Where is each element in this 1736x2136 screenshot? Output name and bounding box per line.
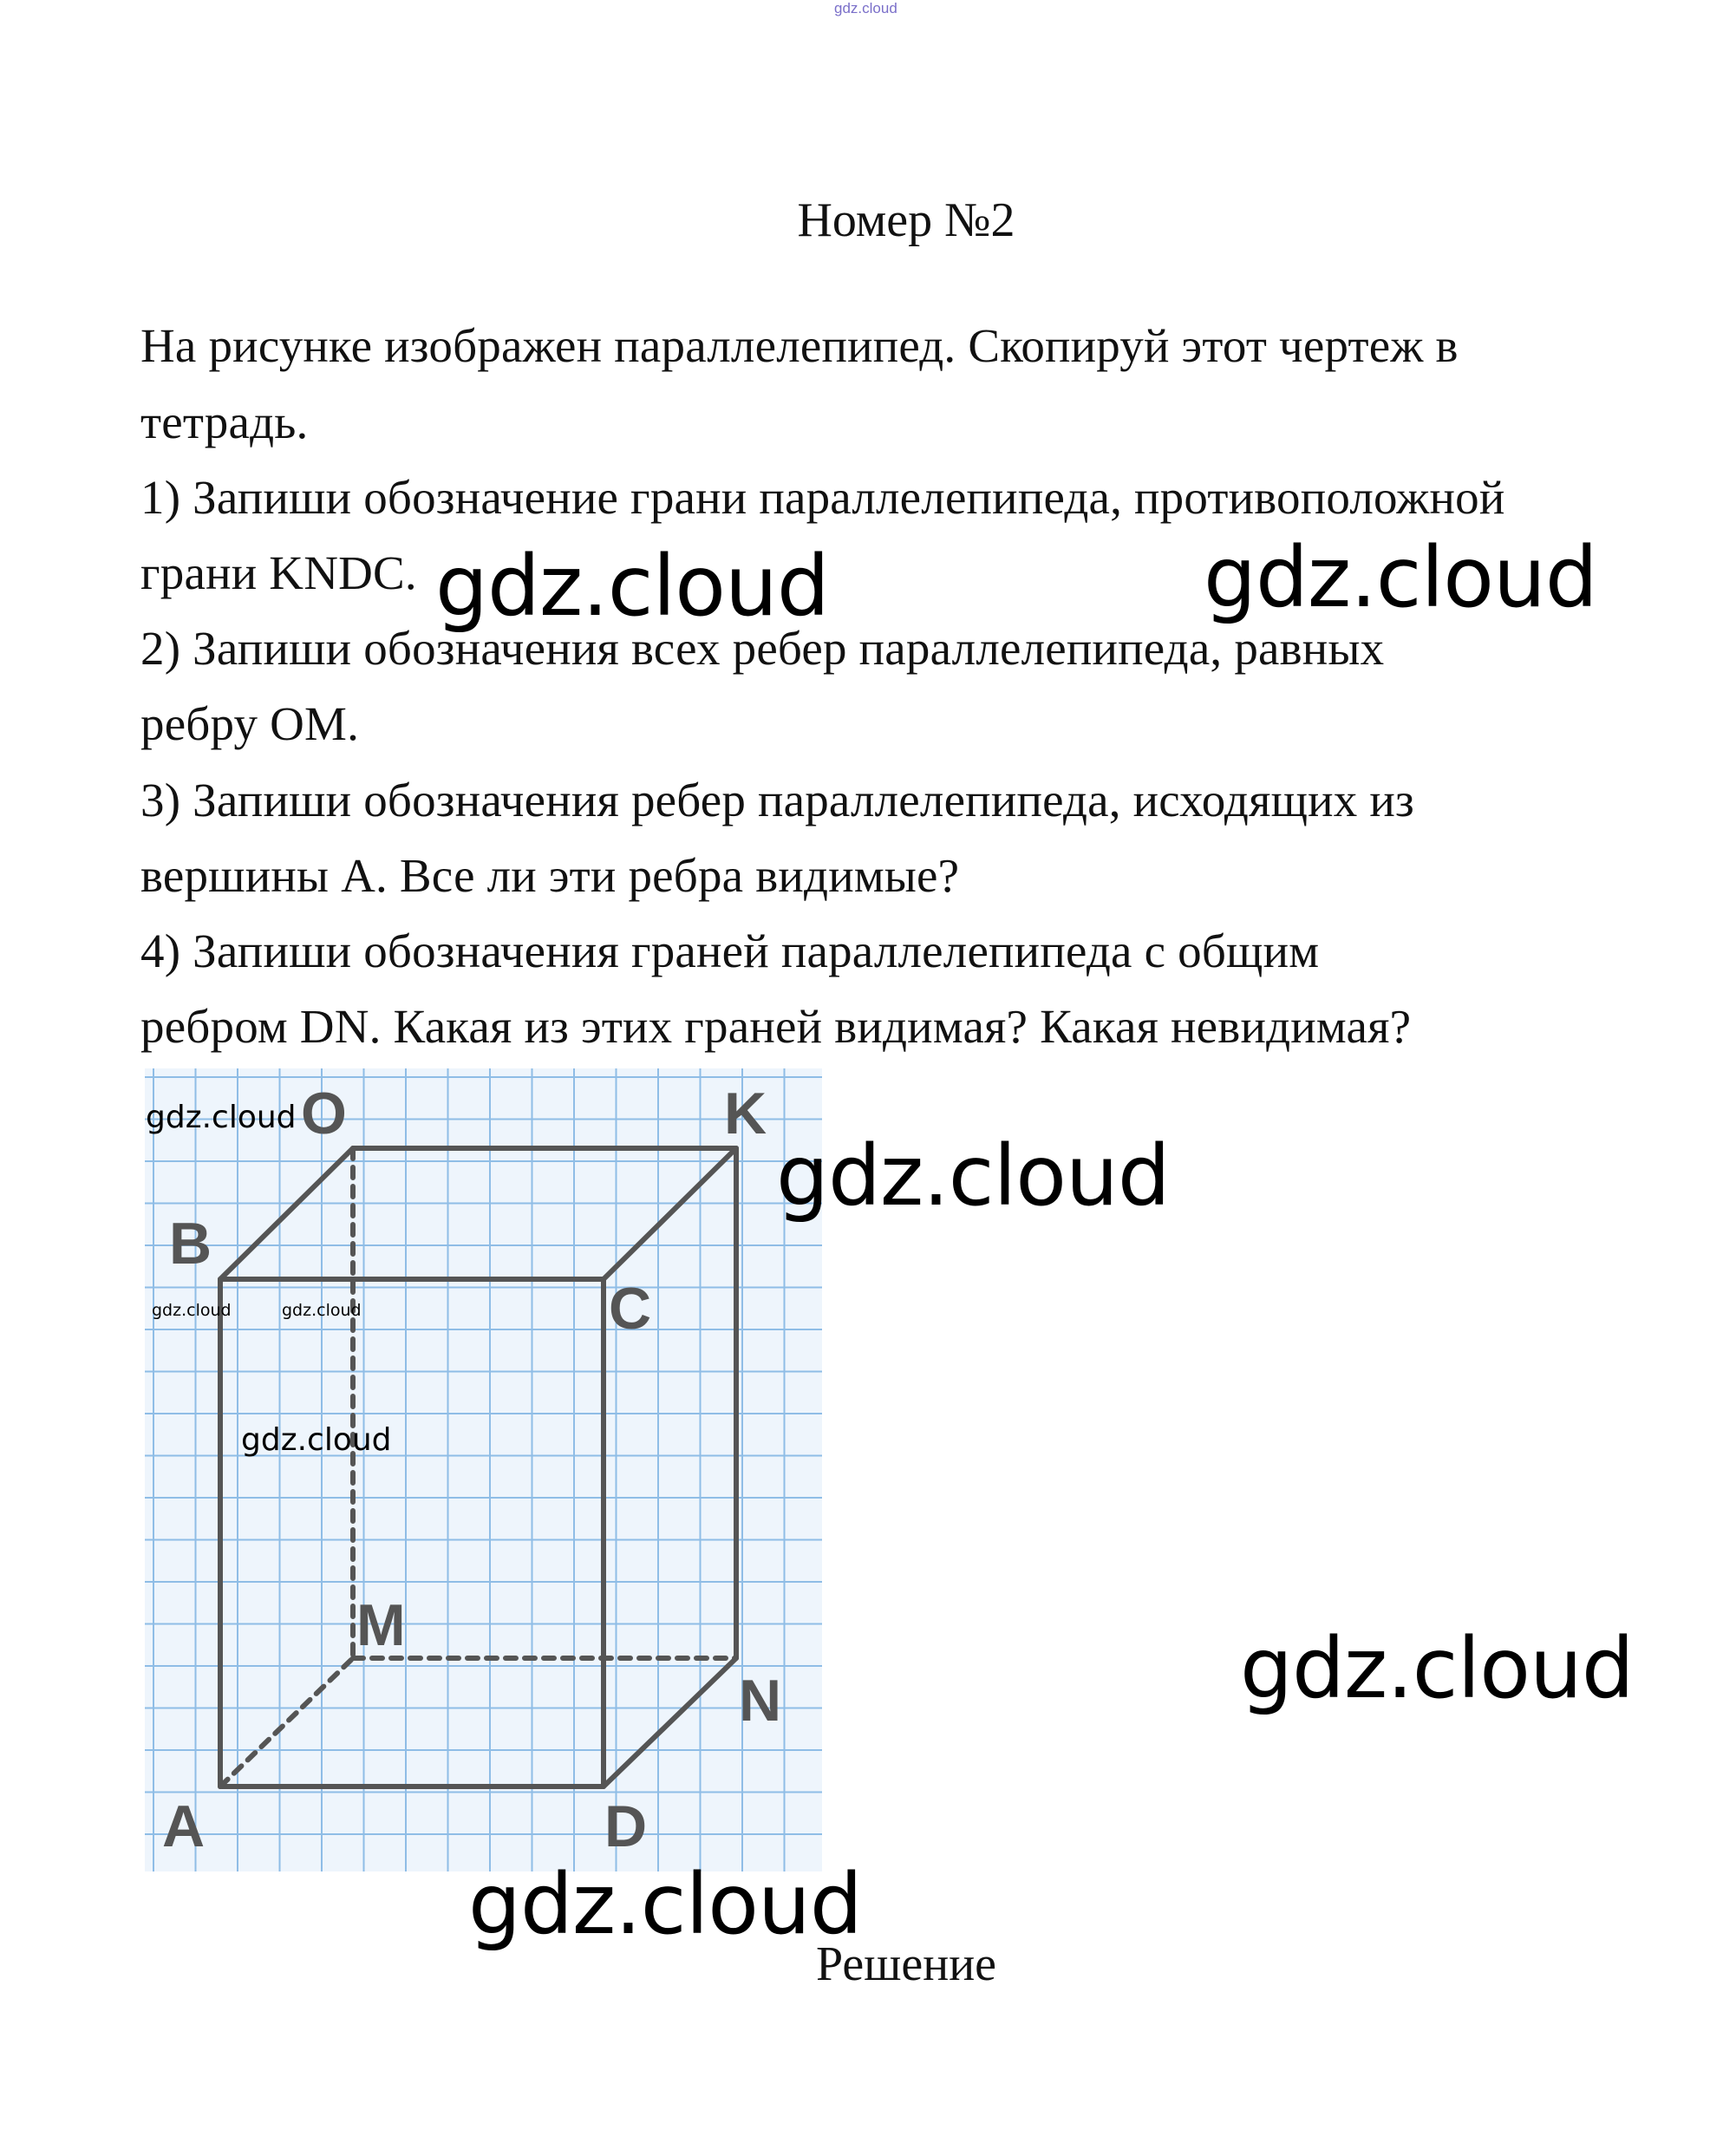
watermark: gdz.cloud <box>146 1100 297 1135</box>
watermark: gdz.cloud <box>435 538 829 635</box>
vertex-label-C: C <box>609 1276 652 1342</box>
vertex-label-B: B <box>169 1211 212 1277</box>
vertex-label-A: A <box>162 1793 206 1859</box>
watermark: gdz.cloud <box>282 1301 362 1320</box>
vertex-label-K: K <box>724 1081 767 1146</box>
task-line: грани KNDC. <box>140 546 417 599</box>
watermark: gdz.cloud <box>468 1856 862 1953</box>
task-line: ребру OM. <box>140 697 360 750</box>
site-watermark-top: gdz.cloud <box>834 0 897 16</box>
watermark <box>835 2 915 21</box>
task-line: вершины A. Все ли эти ребра видимые? <box>140 849 960 902</box>
vertex-label-O: O <box>301 1081 347 1146</box>
vertex-label-M: M <box>356 1592 406 1658</box>
task-line: тетрадь. <box>140 395 309 448</box>
watermark: gdz.cloud <box>1240 1620 1634 1717</box>
watermark: gdz.cloud <box>776 1127 1170 1225</box>
grid-paper <box>145 1068 822 1871</box>
watermark: gdz.cloud <box>241 1422 392 1458</box>
vertex-label-N: N <box>739 1668 782 1734</box>
parallelepiped-figure <box>145 1068 822 1871</box>
vertex-label-D: D <box>604 1793 648 1859</box>
task-line: 1) Запиши обозначение грани параллелепипеда, противоположной <box>140 471 1505 524</box>
task-line: 4) Запиши обозначения граней параллелепипеда с общим <box>140 924 1320 977</box>
solution-label: Решение <box>815 1937 997 1991</box>
task-line: ребром DN. Какая из этих граней видимая? Какая невидимая? <box>140 1000 1412 1053</box>
task-line: 2) Запиши обозначения всех ребер параллелепипеда, равных <box>140 622 1385 675</box>
watermark: gdz.cloud <box>1204 529 1597 626</box>
task-line: На рисунке изображен параллелепипед. Скопируй этот чертеж в <box>140 319 1459 372</box>
watermark: gdz.cloud <box>152 1301 232 1320</box>
task-line: 3) Запиши обозначения ребер параллелепипеда, исходящих из <box>140 774 1414 826</box>
page-title: Номер №2 <box>797 193 1015 247</box>
